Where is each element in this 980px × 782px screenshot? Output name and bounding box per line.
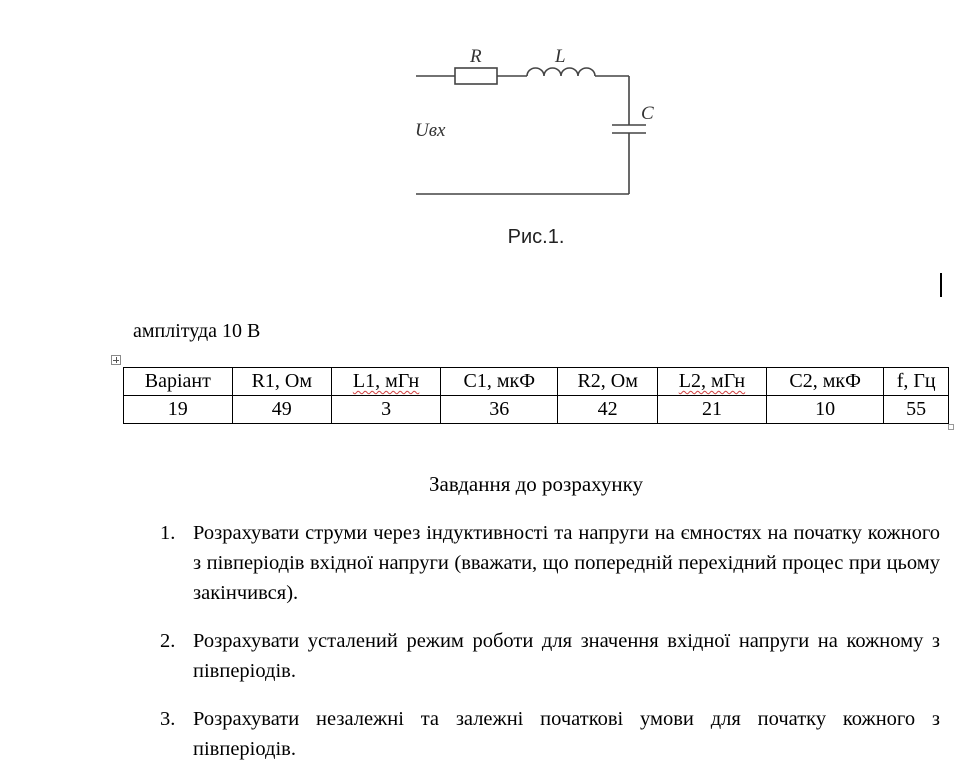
capacitor-label: C bbox=[641, 103, 654, 124]
table-cell: 42 bbox=[558, 396, 657, 424]
parameters-table bbox=[123, 367, 949, 424]
header-cell bbox=[332, 368, 441, 396]
list-item-number: 2. bbox=[160, 630, 176, 652]
header-cell: R1, Ом bbox=[232, 368, 331, 396]
table-header-row bbox=[124, 368, 949, 396]
tasks-title: Завдання до розрахунку bbox=[428, 472, 644, 496]
header-text: L2, мГн bbox=[678, 370, 746, 392]
header-cell: f, Гц bbox=[884, 368, 949, 396]
table-cell: 36 bbox=[441, 396, 558, 424]
list-item-number: 3. bbox=[160, 708, 176, 730]
resistor-label: R bbox=[470, 46, 482, 67]
table-cell: 55 bbox=[884, 396, 949, 424]
input-voltage-label: Uвх bbox=[415, 120, 446, 141]
header-cell: C1, мкФ bbox=[441, 368, 558, 396]
task-list bbox=[160, 518, 940, 782]
header-cell: C2, мкФ bbox=[766, 368, 883, 396]
amplitude-text: амплітуда 10 В bbox=[133, 320, 261, 342]
list-item bbox=[160, 626, 940, 686]
header-cell: Варіант bbox=[124, 368, 233, 396]
table-cell: 10 bbox=[766, 396, 883, 424]
resistor-symbol bbox=[455, 68, 497, 84]
list-item-text: Розрахувати усталений режим роботи для значення вхідної напруги на кожному з півперіодів. bbox=[193, 630, 940, 682]
header-cell bbox=[657, 368, 766, 396]
list-item-number: 1. bbox=[160, 522, 176, 544]
circuit-diagram bbox=[400, 40, 670, 210]
inductor-label: L bbox=[555, 46, 566, 67]
header-text: L1, мГн bbox=[352, 370, 420, 392]
table-cell: 49 bbox=[232, 396, 331, 424]
figure-caption: Рис.1. bbox=[507, 226, 565, 248]
list-item-text: Розрахувати незалежні та залежні початкові умови для початку кожного з півперіодів. bbox=[193, 708, 940, 760]
list-item-text: Розрахувати струми через індуктивності та напруги на ємностях на початку кожного з півперіодів вхідної напруги (вважати, що попередній перехідний процес при цьому закінчився). bbox=[193, 522, 940, 604]
table-resize-handle[interactable] bbox=[948, 424, 954, 430]
header-cell: R2, Ом bbox=[558, 368, 657, 396]
text-cursor bbox=[940, 273, 942, 297]
list-item bbox=[160, 518, 940, 608]
table-row bbox=[124, 396, 949, 424]
inductor-coil-symbol bbox=[527, 68, 595, 76]
table-move-handle-icon[interactable] bbox=[111, 355, 121, 365]
table-cell: 21 bbox=[657, 396, 766, 424]
table-cell: 19 bbox=[124, 396, 233, 424]
list-item bbox=[160, 704, 940, 764]
table-cell: 3 bbox=[332, 396, 441, 424]
